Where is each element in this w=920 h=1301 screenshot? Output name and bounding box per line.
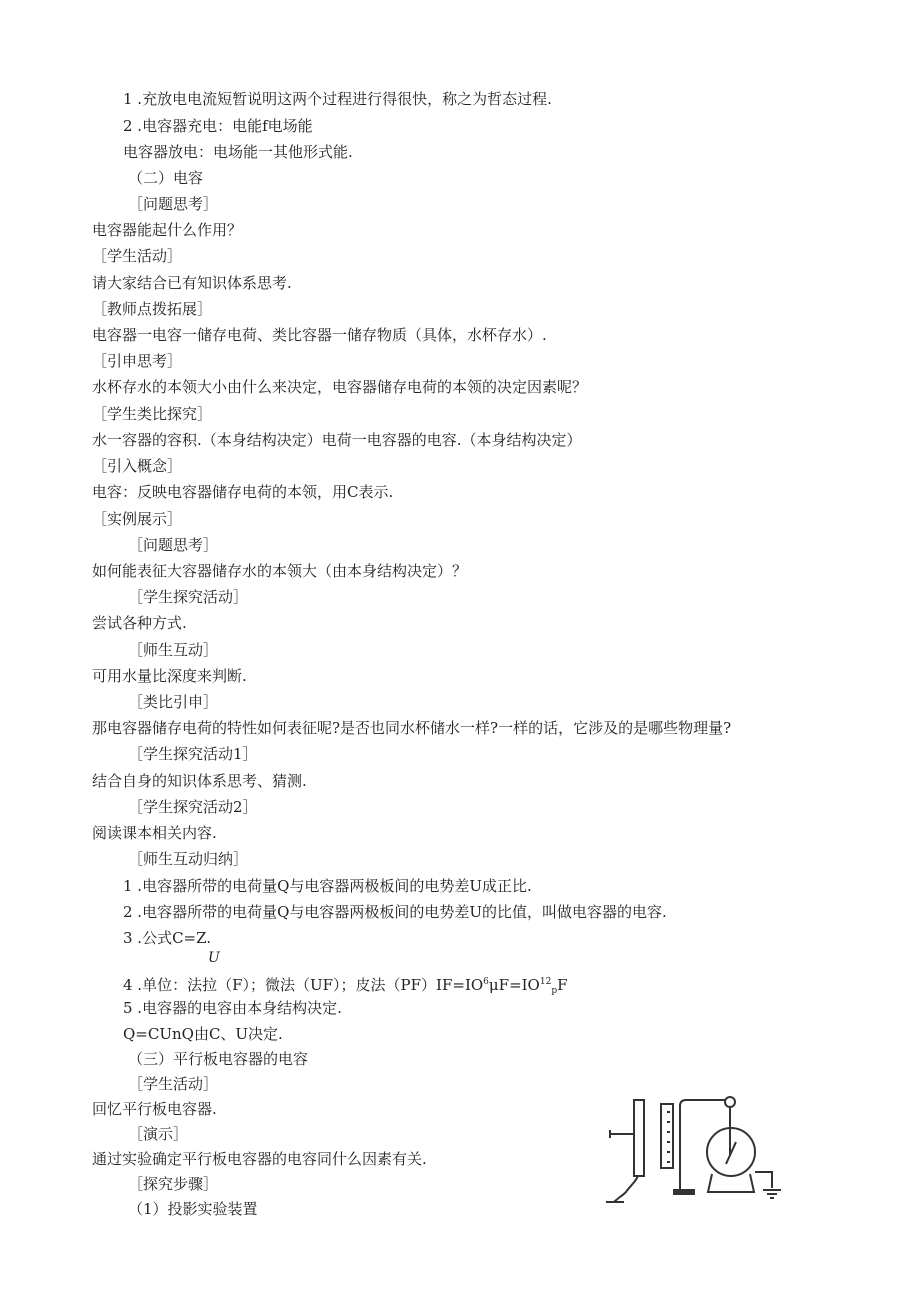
text-line: 尝试各种方式.: [92, 614, 187, 632]
unit-tail: F: [557, 976, 568, 994]
text-line: 回忆平行板电容器.: [92, 1100, 217, 1118]
bracket-label: ［问题思考］: [128, 536, 219, 554]
bracket-label: ［学生探究活动］: [128, 588, 249, 606]
text-line: 1 .电容器所带的电荷量Q与电容器两极板间的电势差U成正比.: [123, 877, 532, 895]
section-heading: （二）电容: [128, 169, 204, 187]
text-line: Q=CUnQ由C、U决定.: [123, 1025, 283, 1043]
bracket-label: ［师生互动归纳］: [128, 850, 249, 868]
bracket-label: ［问题思考］: [128, 195, 219, 213]
text-line: 电容器一电容一储存电荷、类比容器一储存物质（具体，水杯存水）.: [92, 326, 547, 344]
formula-line: 3 .公式C=Z.: [123, 929, 212, 947]
text-line: 可用水量比深度来判断.: [92, 667, 247, 685]
formula-denominator: U: [208, 950, 220, 966]
unit-exponent: 6: [483, 977, 489, 987]
text-line: 电容：反映电容器储存电荷的本领，用C表示.: [92, 483, 394, 501]
text-line: 结合自身的知识体系思考、猜测.: [92, 772, 307, 790]
text-line: 1 .充放电电流短暂说明这两个过程进行得很快，称之为哲态过程.: [123, 90, 552, 108]
unit-prefix: 4 .单位：法拉（F）；微法（UF）；皮法（PF）IF=IO: [123, 976, 484, 994]
text-line: 电容器放电：电场能一其他形式能.: [123, 143, 353, 161]
section-heading: （三）平行板电容器的电容: [128, 1050, 309, 1068]
unit-mid: μF=IO: [488, 976, 540, 994]
bracket-label: ［探究步骤］: [128, 1175, 219, 1193]
bracket-label: ［学生类比探究］: [92, 405, 213, 423]
text-line: 那电容器储存电荷的特性如何表征呢?是否也同水杯储水一样?一样的话，它涉及的是哪些物理量?: [92, 719, 732, 737]
text-line: （1）投影实验装置: [128, 1200, 258, 1218]
bracket-label: ［演示］: [128, 1125, 189, 1143]
unit-line: [123, 973, 568, 1000]
unit-subscript: p: [551, 986, 558, 996]
text-line: 阅读课本相关内容.: [92, 824, 217, 842]
bracket-label: ［实例展示］: [92, 510, 183, 528]
bracket-label: ［类比引申］: [128, 693, 219, 711]
bracket-label: ［学生活动］: [92, 247, 183, 265]
text-line: 电容器能起什么作用？: [92, 221, 243, 239]
text-line: 5 .电容器的电容由本身结构决定.: [123, 999, 342, 1017]
capacitor-apparatus-diagram: [600, 1094, 790, 1206]
unit-exponent: 12: [539, 977, 552, 987]
text-line: 如何能表征大容器储存水的本领大（由本身结构决定）？: [92, 562, 468, 580]
bracket-label: ［学生探究活动1］: [128, 745, 258, 763]
text-line: 请大家结合已有知识体系思考.: [92, 274, 292, 292]
bracket-label: ［引申思考］: [92, 352, 183, 370]
bracket-label: ［引入概念］: [92, 457, 183, 475]
bracket-label: ［师生互动］: [128, 641, 219, 659]
bracket-label: ［学生活动］: [128, 1075, 219, 1093]
text-line: 2 .电容器充电：电能f电场能: [123, 117, 313, 135]
text-line: 2 .电容器所带的电荷量Q与电容器两极板间的电势差U的比值，叫做电容器的电容.: [123, 903, 667, 921]
text-line: 水杯存水的本领大小由什么来决定，电容器储存电荷的本领的决定因素呢？: [92, 378, 588, 396]
bracket-label: ［学生探究活动2］: [128, 798, 258, 816]
text-line: 通过实验确定平行板电容器的电容同什么因素有关.: [92, 1150, 427, 1168]
bracket-label: ［教师点拨拓展］: [92, 300, 213, 318]
text-line: 水一容器的容积.（本身结构决定）电荷一电容器的电容.（本身结构决定）: [92, 431, 582, 449]
